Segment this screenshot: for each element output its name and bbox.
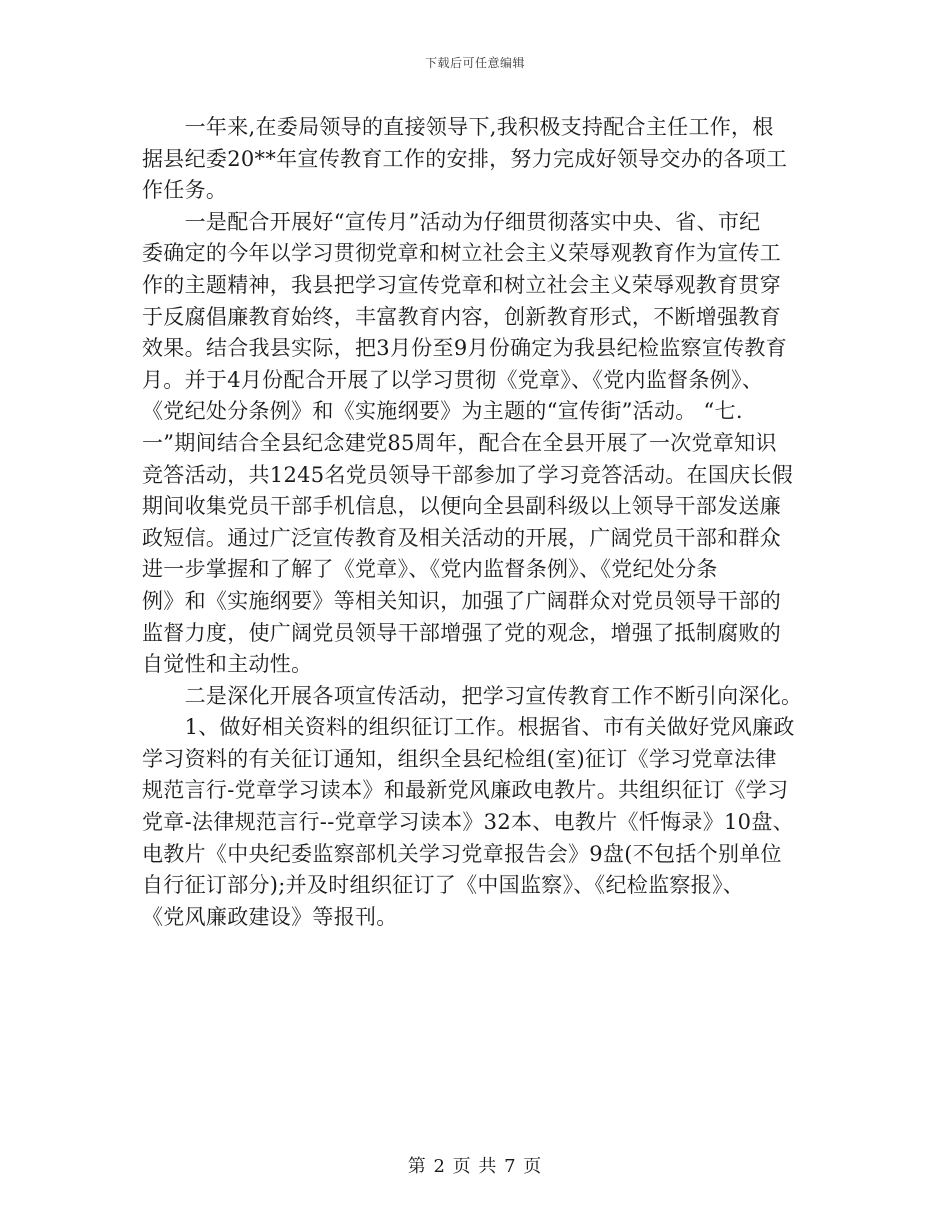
text-line: 自觉性和主动性。: [142, 652, 313, 677]
text-line: 一”期间结合全县纪念建党85周年，配合在全县开展了一次党章知识: [142, 430, 777, 455]
text-line: 作的主题精神，我县把学习宣传党章和树立社会主义荣辱观教育贯穿: [142, 272, 781, 297]
text-line: 月。并于4月份配合开展了以学习贯彻《党章》、《党内监督条例》、: [142, 367, 764, 392]
text-line: 规范言行-党章学习读本》和最新党风廉政电教片。共组织征订《学习: [142, 778, 789, 803]
text-line: 《党纪处分条例》和《实施纲要》为主题的“宣传街”活动。 “七.: [142, 399, 743, 424]
text-line: 自行征订部分);并及时组织征订了《中国监察》、《纪检监察报》、: [142, 873, 745, 898]
text-line: 一年来,在委局领导的直接领导下,我积极支持配合主任工作，根: [142, 115, 774, 139]
text-line: 政短信。通过广泛宣传教育及相关活动的开展，广阔党员干部和群众: [142, 525, 781, 550]
text-line: 《党风廉政建设》等报刊。: [142, 904, 398, 929]
text-line: 学习资料的有关征订通知，组织全县纪检组(室)征订《学习党章法律: [142, 746, 777, 771]
text-line: 据县纪委20**年宣传教育工作的安排，努力完成好领导交办的各项工: [142, 146, 788, 171]
text-line: 1、做好相关资料的组织征订工作。根据省、市有关做好党风廉政: [142, 715, 795, 740]
text-line: 于反腐倡廉教育始终，丰富教育内容，创新教育形式，不断增强教育: [142, 304, 781, 329]
text-line: 例》和《实施纲要》等相关知识，加强了广阔群众对党员领导干部的: [142, 588, 781, 613]
page-footer: 第 2 页 共 7 页: [407, 1156, 543, 1177]
text-line: 委确定的今年以学习贯彻党章和树立社会主义荣辱观教育作为宣传工: [142, 241, 781, 266]
document-body: [142, 112, 810, 933]
text-line: 作任务。: [142, 178, 228, 203]
text-line: 一是配合开展好“宣传月”活动为仔细贯彻落实中央、省、市纪: [142, 209, 761, 234]
text-line: 监督力度，使广阔党员领导干部增强了党的观念，增强了抵制腐败的: [142, 620, 781, 645]
text-line: 二是深化开展各项宣传活动，把学习宣传教育工作不断引向深化。: [142, 683, 803, 708]
text-line: 进一步掌握和了解了《党章》、《党内监督条例》、《党纪处分条: [142, 557, 718, 582]
text-line: 电教片《中央纪委监察部机关学习党章报告会》9盘(不包括个别单位: [142, 841, 782, 866]
text-line: 效果。结合我县实际，把3月份至9月份确定为我县纪检监察宣传教育: [142, 336, 788, 361]
text-line: 竞答活动，共1245名党员领导干部参加了学习竞答活动。在国庆长假: [142, 462, 794, 487]
text-line: 期间收集党员干部手机信息，以便向全县副科级以上领导干部发送廉: [142, 494, 781, 519]
text-line: 党章-法律规范言行--党章学习读本》32本、电教片《忏悔录》10盘、: [142, 810, 794, 835]
page-header: 下载后可任意编辑: [424, 56, 525, 70]
